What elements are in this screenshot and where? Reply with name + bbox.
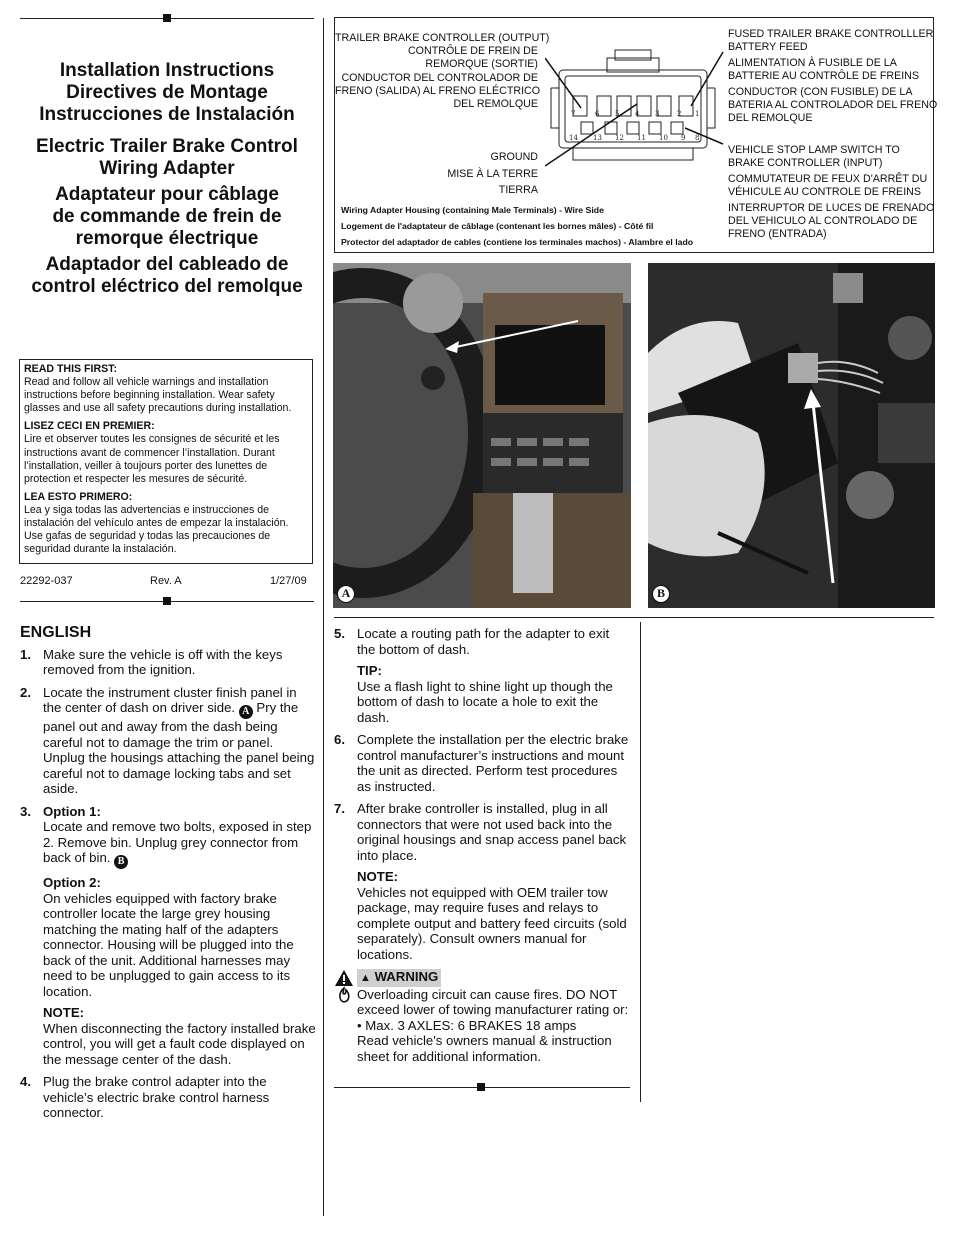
- photo-ref-a-icon: A: [239, 705, 253, 719]
- diagram-caption: Logement de l'adaptateur de câblage (contenant les bornes mâles) - Côté fil: [341, 221, 654, 231]
- step-1: 1. Make sure the vehicle is off with the keys removed from the ignition.: [20, 646, 283, 677]
- read-first-text: Lea y siga todas las advertencias e instrucciones de instalación del vehículo antes de empezar la instalación. Use gafas de seguridad y todas las precauciones de seguridad durante la instalación.: [24, 503, 289, 556]
- pin-bottom-label: 11: [637, 134, 646, 142]
- photo-a-dashboard: [333, 263, 631, 608]
- pin-top-label: 1: [695, 110, 700, 118]
- rule-under-photos: [334, 617, 934, 618]
- diagram-label-battery: FUSED TRAILER BRAKE CONTROLLLER BATTERY FEED ALIMENTATION À FUSIBLE DE LA BATTERIE AU CONTRÔLE DE FREINS CONDUCTOR (CON FUSIBLE) DE LA BATERIA AL CONTROLADOR DEL FRENO DEL REMOLQUE: [728, 28, 938, 124]
- warning-label: ▲ WARNING: [357, 969, 441, 987]
- warning-triangle-icon: ▲: [360, 972, 371, 984]
- step-3: 3. Option 1: Locate and remove two bolts, exposed in step 2. Remove bin. Unplug grey connector from back of bin. B Option 2: On vehicles equipped with factory brake controller locate the large grey housing matching the mating half of the adapters connector. Housing will be plugged into the back of the unit. Additional harnesses may need to be unplugged to gain access to its location. NOTE: When disconnecting the factory installed brake control, you will get a fault code displayed on the message center of the dash.: [20, 803, 316, 1067]
- step-2: 2. Locate the instrument cluster finish panel in the center of dash on driver side. A Pry the panel out and away from the dash being careful not to damage the trim or panel. Unplug the housings attaching the panel being careful not to damage locking tabs and set aside.: [20, 684, 315, 796]
- diagram-label-stop-lamp: VEHICLE STOP LAMP SWITCH TO BRAKE CONTROLLER (INPUT) COMMUTATEUR DE FEUX D'ARRÊT DU VÉHICULE AU CONTROLE DE FREINS INTERRUPTOR DE LUCES DE FRENADO DEL VEHICULO AL CONTROLADO DE FRENO (ENTRADA): [728, 144, 935, 240]
- pin-bottom-label: 14: [569, 134, 578, 142]
- read-first-box: [19, 359, 313, 564]
- pin-top-label: 3: [655, 110, 660, 118]
- title-line: Installation Instructions: [59, 60, 275, 81]
- title-line: Instrucciones de Instalación: [39, 104, 295, 125]
- rule-marker: [477, 1083, 485, 1091]
- product-line: Adaptador del cableado de: [45, 254, 289, 275]
- pin-top-label: 5: [615, 110, 620, 118]
- photo-ref-b-icon: B: [114, 855, 128, 869]
- date: 1/27/09: [270, 575, 307, 587]
- diagram-caption: Wiring Adapter Housing (containing Male Terminals) - Wire Side: [341, 205, 604, 215]
- read-first-text: Read and follow all vehicle warnings and installation instructions before beginning installation. Wear safety glasses and use all safety precautions during installation.: [24, 376, 292, 415]
- photo-b-connector: [648, 263, 935, 608]
- read-first-heading: LEA ESTO PRIMERO:: [24, 490, 133, 503]
- fire-warning-icon: [334, 969, 354, 1003]
- step-5: 5. Locate a routing path for the adapter to exit the bottom of dash. TIP: Use a flash light to shine light up though the bottom of dash to locate a hole to exit the dash.: [334, 626, 613, 725]
- step-4: 4. Plug the brake control adapter into the vehicle’s electric brake control harness connector.: [20, 1074, 270, 1120]
- column-divider-right: [640, 622, 641, 1102]
- product-line: remorque électrique: [75, 228, 259, 249]
- english-heading: ENGLISH: [20, 624, 92, 641]
- diagram-caption: Protector del adaptador de cables (contiene los terminales machos) - Alambre el lado: [341, 237, 694, 247]
- pin-bottom-label: 10: [659, 134, 668, 142]
- read-first-heading: READ THIS FIRST:: [24, 363, 117, 375]
- diagram-label-output: TRAILER BRAKE CONTROLLER (OUTPUT) CONTRÔLE DE FREIN DE REMORQUE (SORTIE) CONDUCTOR DEL CONTROLADOR DE FRENO (SALIDA) AL FRENO ELÉCTRICO DEL REMOLQUE: [335, 32, 550, 111]
- product-line: Adaptateur pour câblage: [55, 184, 279, 205]
- pin-bottom-label: 13: [593, 134, 602, 142]
- read-first-heading: LISEZ CECI EN PREMIER:: [24, 420, 155, 433]
- connector-diagram: [334, 17, 938, 253]
- photo-label-a: A: [337, 585, 355, 603]
- pin-top-label: 4: [635, 110, 640, 118]
- product-line: control eléctrico del remolque: [31, 276, 303, 297]
- pin-top-label: 7: [571, 110, 576, 118]
- pin-bottom-label: 12: [615, 134, 624, 142]
- connector-housing-drawing: [545, 48, 725, 188]
- revision: Rev. A: [150, 575, 182, 587]
- diagram-label-ground: GROUND MISE À LA TERRE TIERRA: [447, 151, 538, 196]
- part-number: 22292-037: [20, 575, 73, 587]
- photo-label-b: B: [652, 585, 670, 603]
- english-column-middle: [334, 626, 630, 1071]
- title-line: Directives de Montage: [66, 82, 268, 103]
- pin-top-label: 6: [595, 110, 600, 118]
- column-divider-left: [323, 18, 324, 1216]
- pin-bottom-label: 9: [681, 134, 686, 142]
- title-block: [20, 60, 314, 298]
- step-6: 6. Complete the installation per the electric brake control manufacturer’s instructions and mount the unit as directed. Perform test procedures as instructed.: [334, 732, 629, 794]
- product-line: Wiring Adapter: [99, 158, 235, 179]
- english-column-left: [20, 625, 316, 1128]
- product-line: Electric Trailer Brake Control: [36, 136, 298, 157]
- read-first-text: Lire et observer toutes les consignes de sécurité et les instructions avant de commencer l’installation. Durant l’installation, veiller à toujours porter des lunettes de protection et respecter les mesures de sécurité.: [24, 433, 280, 485]
- rule-marker: [163, 597, 171, 605]
- rule-marker: [163, 14, 171, 22]
- pin-bottom-label: 8: [695, 134, 700, 142]
- warning-block: ▲ WARNING Overloading circuit can cause fires. DO NOT exceed lower of towing manufacturer rating or: • Max. 3 AXLES: 6 BRAKES 18 amps Read vehicle's owners manual & instruction sheet for additional information.: [334, 969, 630, 1064]
- pin-top-label: 2: [677, 110, 682, 118]
- step-7: 7. After brake controller is installed, plug in all connectors that were not used back into the original housings and snap access panel back into place. NOTE: Vehicles not equipped with OEM trailer tow package, may require fuses and relays to complete output and battery feed circuits (sold separately). Consult owners manual for locations.: [334, 801, 627, 962]
- product-line: de commande de frein de: [52, 206, 282, 227]
